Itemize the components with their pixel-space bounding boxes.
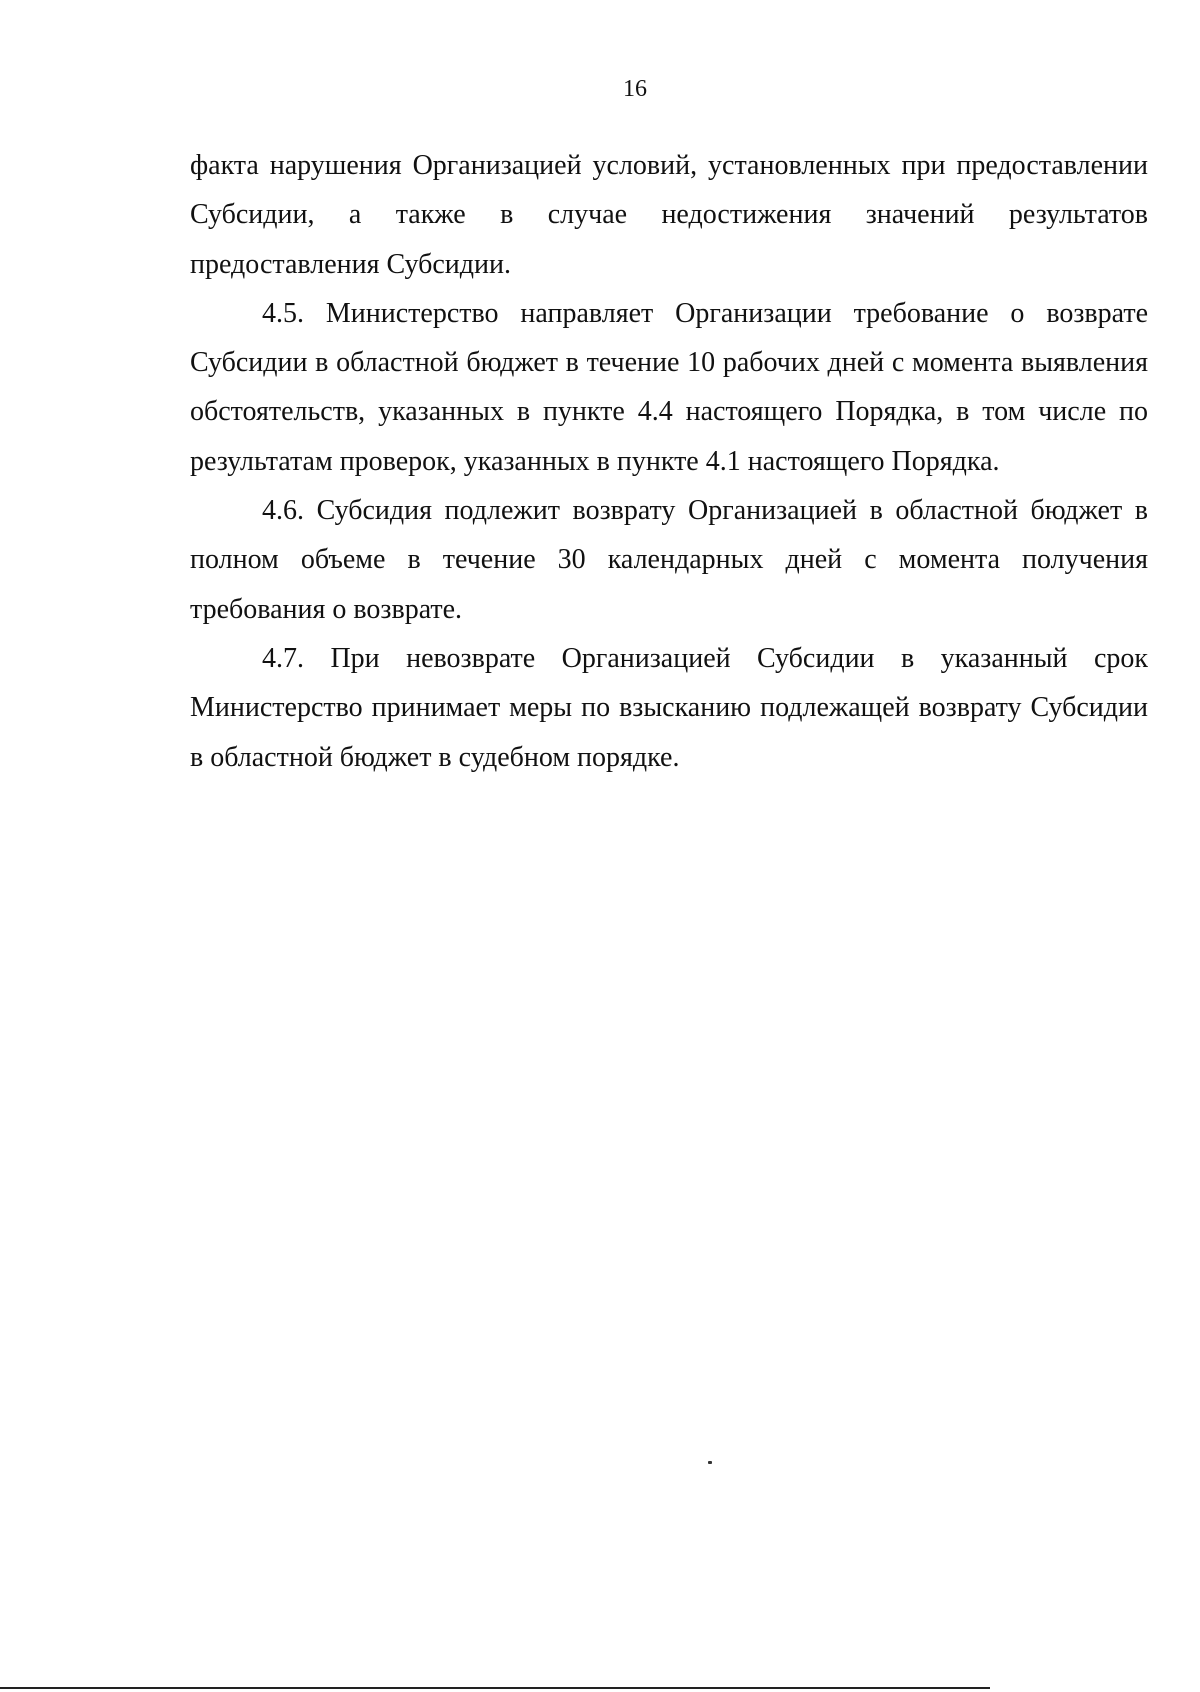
paragraph-4-7: 4.7. При невозврате Организацией Субсидии в указанный срок Министерство принимает меры по взысканию подлежащей возврату Субсидии в областной бюджет в судебном порядке. [190,642,1148,773]
paragraph-4-5: 4.5. Министерство направляет Организации требование о возврате Субсидии в областной бюджет в течение 10 рабочих дней с момента выявления обстоятельств, указанных в пункте 4.4 настоящего Порядка, в том числе по результатам проверок, указанных в пункте 4.1 настоящего Порядка. [190,297,1148,477]
scan-speck [708,1461,712,1464]
paragraph-continuation: факта нарушения Организацией условий, установленных при предоставлении Субсидии, а также в случае недостижения значений результатов предоставления Субсидии. [190,150,1148,280]
page-number: 16 [623,76,647,102]
scan-bottom-edge-line [0,1687,990,1689]
paragraph-4-6: 4.6. Субсидия подлежит возврату Организацией в областной бюджет в полном объеме в течение 30 календарных дней с момента получения требования о возврате. [190,495,1148,625]
document-body [190,141,1148,782]
